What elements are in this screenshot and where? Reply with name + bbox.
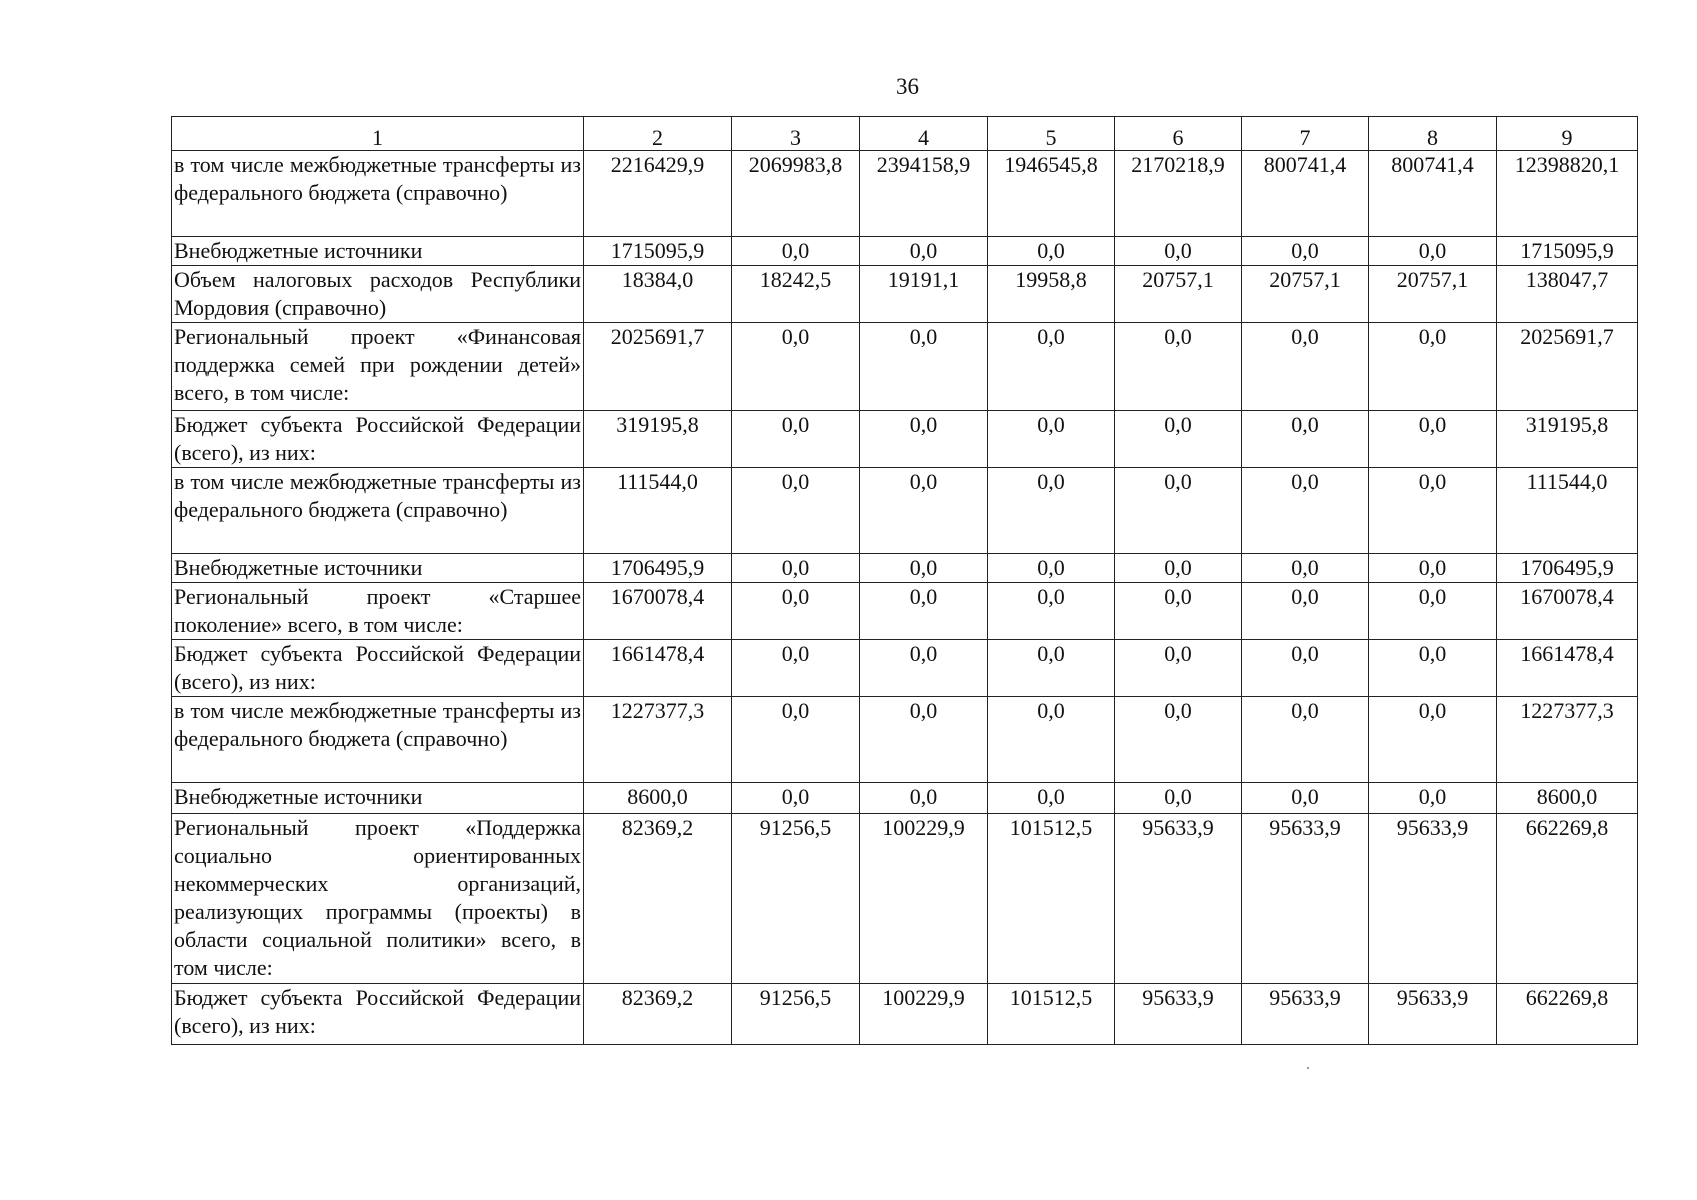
row-value: 0,0: [1242, 554, 1369, 583]
row-value: 18242,5: [732, 266, 860, 323]
row-value: 0,0: [1115, 783, 1242, 814]
row-value: 111544,0: [1497, 468, 1638, 554]
row-label: Бюджет субъекта Российской Федерации (всего), из них:: [172, 411, 584, 468]
row-value: 0,0: [1369, 583, 1497, 640]
row-value: 0,0: [860, 554, 988, 583]
row-label: Региональный проект «Старшее поколение» всего, в том числе:: [172, 583, 584, 640]
row-label: Региональный проект «Поддержка социально ориентированных некоммерческих организаций, реализующих программы (проекты) в области социальной политики» всего, в том числе:: [172, 814, 584, 984]
row-value: 0,0: [988, 237, 1115, 266]
column-header: 3: [732, 117, 860, 151]
row-value: 0,0: [1242, 468, 1369, 554]
table-row: [172, 411, 1638, 468]
row-value: 2025691,7: [584, 323, 732, 411]
row-value: 19191,1: [860, 266, 988, 323]
table-row: [172, 984, 1638, 1045]
table-row: [172, 151, 1638, 237]
row-value: 138047,7: [1497, 266, 1638, 323]
row-value: 0,0: [1242, 640, 1369, 697]
row-value: 1706495,9: [1497, 554, 1638, 583]
page-number: 36: [896, 74, 919, 99]
row-value: 18384,0: [584, 266, 732, 323]
row-value: 0,0: [1242, 583, 1369, 640]
row-value: 0,0: [732, 640, 860, 697]
row-value: 95633,9: [1369, 814, 1497, 984]
column-header: 2: [584, 117, 732, 151]
row-value: 0,0: [1369, 468, 1497, 554]
row-value: 0,0: [1115, 554, 1242, 583]
row-value: 1227377,3: [1497, 697, 1638, 783]
row-value: 0,0: [1369, 640, 1497, 697]
row-value: 0,0: [988, 554, 1115, 583]
row-value: 82369,2: [584, 814, 732, 984]
row-value: 0,0: [1369, 697, 1497, 783]
row-value: 91256,5: [732, 984, 860, 1045]
row-value: 1227377,3: [584, 697, 732, 783]
column-header: 8: [1369, 117, 1497, 151]
row-value: 0,0: [732, 697, 860, 783]
row-value: 0,0: [1369, 411, 1497, 468]
row-value: 12398820,1: [1497, 151, 1638, 237]
row-value: 0,0: [988, 468, 1115, 554]
row-value: 0,0: [732, 554, 860, 583]
row-value: 101512,5: [988, 984, 1115, 1045]
row-value: 2394158,9: [860, 151, 988, 237]
row-value: 91256,5: [732, 814, 860, 984]
row-value: 95633,9: [1115, 984, 1242, 1045]
row-label: Бюджет субъекта Российской Федерации (всего), из них:: [172, 640, 584, 697]
column-header: 9: [1497, 117, 1638, 151]
row-value: 20757,1: [1369, 266, 1497, 323]
row-value: 0,0: [1115, 640, 1242, 697]
row-value: 319195,8: [584, 411, 732, 468]
row-value: 95633,9: [1242, 984, 1369, 1045]
row-value: 1715095,9: [584, 237, 732, 266]
table-row: [172, 640, 1638, 697]
row-value: 2216429,9: [584, 151, 732, 237]
row-value: 82369,2: [584, 984, 732, 1045]
row-value: 0,0: [860, 640, 988, 697]
row-value: 20757,1: [1242, 266, 1369, 323]
row-value: 0,0: [1115, 468, 1242, 554]
row-value: 100229,9: [860, 984, 988, 1045]
row-value: 1946545,8: [988, 151, 1115, 237]
row-value: 0,0: [1115, 323, 1242, 411]
row-value: 0,0: [1369, 554, 1497, 583]
row-label: в том числе межбюджетные трансферты из федерального бюджета (справочно): [172, 697, 584, 783]
scan-speck: [1307, 1067, 1309, 1069]
row-value: 19958,8: [988, 266, 1115, 323]
table-header-row: [172, 117, 1638, 151]
row-value: 0,0: [732, 237, 860, 266]
row-value: 0,0: [988, 583, 1115, 640]
row-value: 0,0: [732, 323, 860, 411]
row-value: 0,0: [988, 697, 1115, 783]
row-value: 0,0: [1242, 323, 1369, 411]
row-value: 95633,9: [1242, 814, 1369, 984]
row-value: 0,0: [1115, 237, 1242, 266]
table-row: [172, 468, 1638, 554]
row-label: в том числе межбюджетные трансферты из федерального бюджета (справочно): [172, 151, 584, 237]
row-value: 1715095,9: [1497, 237, 1638, 266]
row-value: 0,0: [1242, 697, 1369, 783]
row-value: 800741,4: [1242, 151, 1369, 237]
column-header: 7: [1242, 117, 1369, 151]
row-value: 95633,9: [1369, 984, 1497, 1045]
row-value: 0,0: [1369, 323, 1497, 411]
row-value: 319195,8: [1497, 411, 1638, 468]
row-value: 0,0: [732, 468, 860, 554]
row-value: 0,0: [988, 783, 1115, 814]
row-value: 2170218,9: [1115, 151, 1242, 237]
row-value: 0,0: [732, 411, 860, 468]
row-value: 8600,0: [1497, 783, 1638, 814]
row-value: 0,0: [860, 237, 988, 266]
row-value: 0,0: [1369, 783, 1497, 814]
row-label: Внебюджетные источники: [172, 554, 584, 583]
row-value: 2025691,7: [1497, 323, 1638, 411]
row-value: 0,0: [860, 323, 988, 411]
row-value: 1670078,4: [584, 583, 732, 640]
column-header: 5: [988, 117, 1115, 151]
row-label: Внебюджетные источники: [172, 237, 584, 266]
row-value: 0,0: [1369, 237, 1497, 266]
row-value: 0,0: [988, 640, 1115, 697]
row-value: 0,0: [1242, 237, 1369, 266]
row-label: Бюджет субъекта Российской Федерации (всего), из них:: [172, 984, 584, 1045]
row-value: 1706495,9: [584, 554, 732, 583]
row-value: 0,0: [860, 783, 988, 814]
column-header: 4: [860, 117, 988, 151]
row-value: 111544,0: [584, 468, 732, 554]
row-value: 95633,9: [1115, 814, 1242, 984]
budget-table: [171, 116, 1638, 1045]
table-row: [172, 814, 1638, 984]
row-value: 0,0: [860, 583, 988, 640]
row-value: 0,0: [988, 323, 1115, 411]
row-value: 2069983,8: [732, 151, 860, 237]
row-value: 0,0: [732, 583, 860, 640]
row-value: 800741,4: [1369, 151, 1497, 237]
row-value: 0,0: [1115, 411, 1242, 468]
row-value: 0,0: [1242, 411, 1369, 468]
row-value: 100229,9: [860, 814, 988, 984]
table-row: [172, 237, 1638, 266]
row-label: Региональный проект «Финансовая поддержка семей при рождении детей» всего, в том числе:: [172, 323, 584, 411]
row-label: Внебюджетные источники: [172, 783, 584, 814]
table-row: [172, 697, 1638, 783]
row-value: 0,0: [860, 697, 988, 783]
row-value: 101512,5: [988, 814, 1115, 984]
table-row: [172, 266, 1638, 323]
table-row: [172, 783, 1638, 814]
row-value: 1670078,4: [1497, 583, 1638, 640]
column-header: 1: [172, 117, 584, 151]
row-value: 1661478,4: [1497, 640, 1638, 697]
row-value: 0,0: [1115, 583, 1242, 640]
table-row: [172, 583, 1638, 640]
row-value: 0,0: [860, 468, 988, 554]
row-value: 1661478,4: [584, 640, 732, 697]
row-label: в том числе межбюджетные трансферты из федерального бюджета (справочно): [172, 468, 584, 554]
row-value: 0,0: [1242, 783, 1369, 814]
row-value: 662269,8: [1497, 814, 1638, 984]
row-value: 0,0: [1115, 697, 1242, 783]
row-value: 20757,1: [1115, 266, 1242, 323]
column-header: 6: [1115, 117, 1242, 151]
row-label: Объем налоговых расходов Республики Мордовия (справочно): [172, 266, 584, 323]
table-row: [172, 323, 1638, 411]
row-value: 0,0: [732, 783, 860, 814]
row-value: 0,0: [860, 411, 988, 468]
row-value: 8600,0: [584, 783, 732, 814]
table-row: [172, 554, 1638, 583]
row-value: 0,0: [988, 411, 1115, 468]
row-value: 662269,8: [1497, 984, 1638, 1045]
